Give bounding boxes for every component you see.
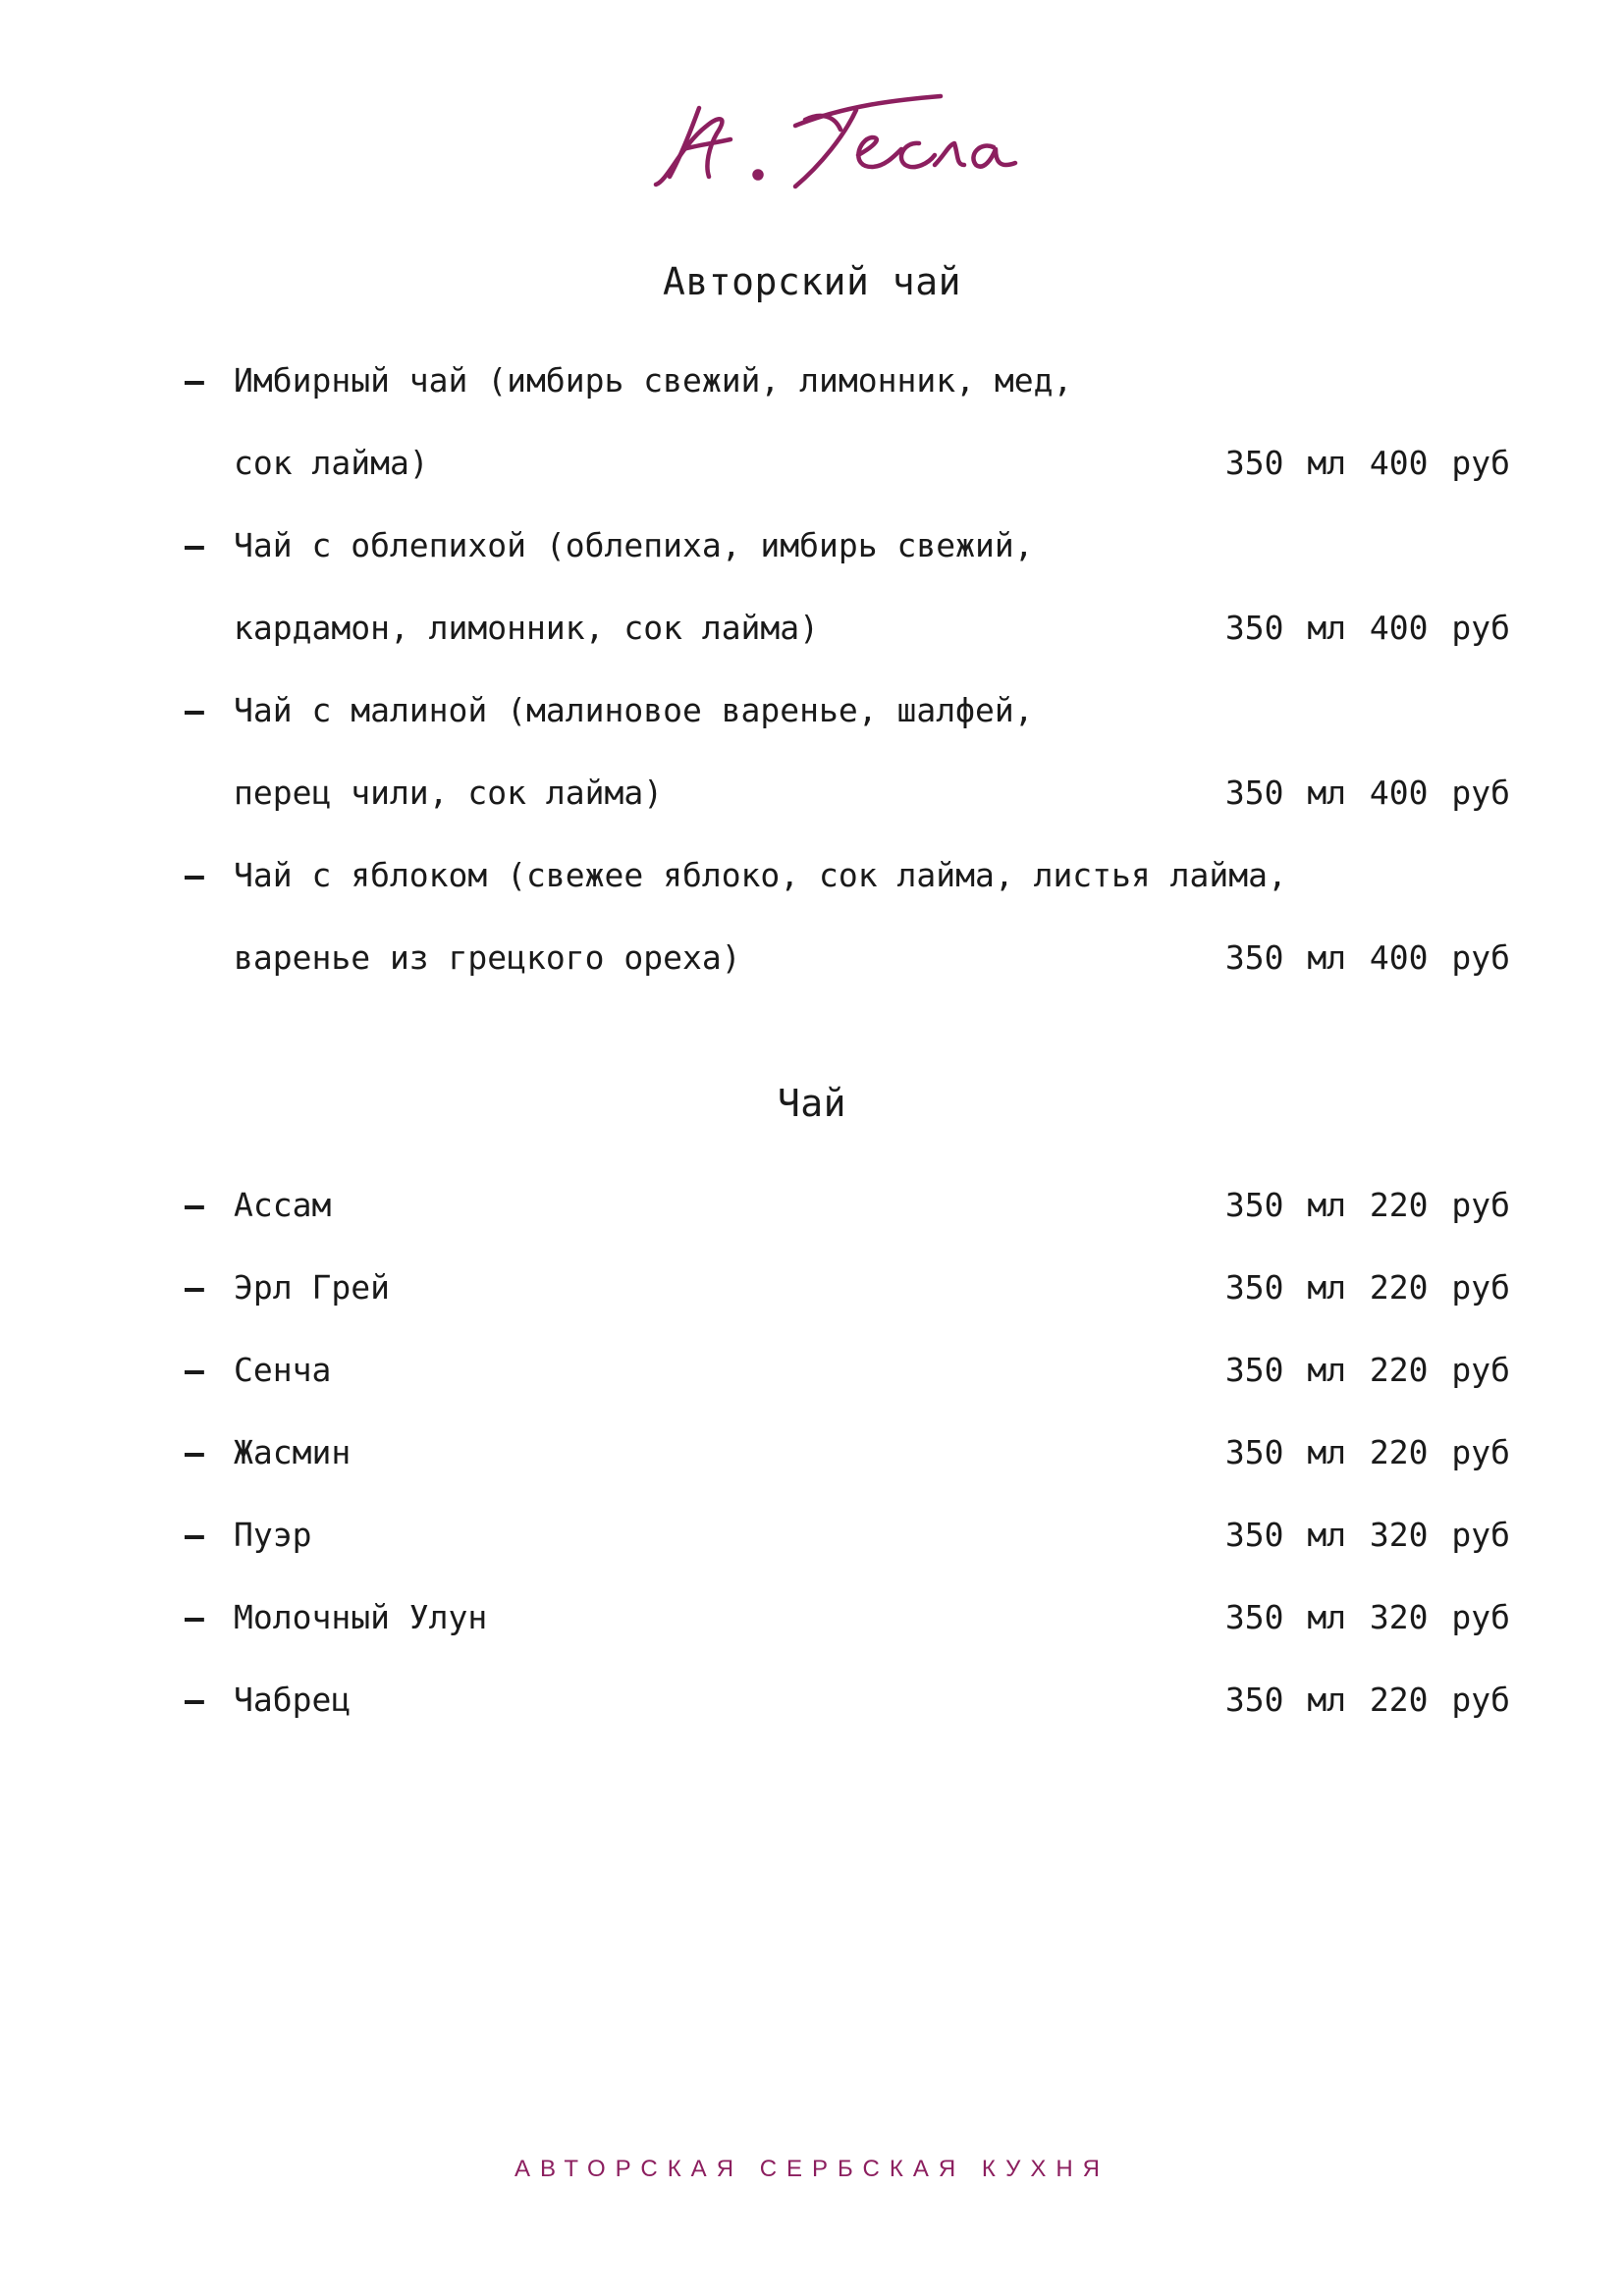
bullet-dash: – bbox=[185, 1268, 204, 1307]
menu-line bbox=[0, 1412, 1624, 1494]
menu-item-price: 350 мл 320 руб bbox=[1224, 1516, 1510, 1554]
menu-item-text: Пуэр bbox=[234, 1516, 312, 1554]
menu-line bbox=[0, 422, 1624, 505]
menu-line bbox=[0, 752, 1624, 834]
menu-line bbox=[0, 1247, 1624, 1329]
menu-line bbox=[0, 669, 1624, 752]
menu-list-author-tea bbox=[0, 340, 1624, 999]
menu-item-text: Чай с облепихой (облепиха, имбирь свежий, bbox=[234, 526, 1034, 564]
menu-item-price: 350 мл 400 руб bbox=[1224, 938, 1510, 977]
menu-list-tea bbox=[0, 1164, 1624, 1741]
menu-item-text: Жасмин bbox=[234, 1433, 352, 1471]
menu-line bbox=[0, 340, 1624, 422]
menu-item-price: 350 мл 400 руб bbox=[1224, 609, 1510, 647]
menu-item-text: Эрл Грей bbox=[234, 1268, 390, 1307]
menu-item-price: 350 мл 400 руб bbox=[1224, 444, 1510, 482]
bullet-dash: – bbox=[185, 361, 204, 400]
menu-item-text: Чай с яблоком (свежее яблоко, сок лайма, листья лайма, bbox=[234, 856, 1287, 894]
menu-line bbox=[0, 1164, 1624, 1247]
menu-item-text: сок лайма) bbox=[234, 444, 429, 482]
section-title-author-tea: Авторский чай bbox=[663, 260, 961, 303]
bullet-dash: – bbox=[185, 1598, 204, 1636]
bullet-dash: – bbox=[185, 1186, 204, 1224]
bullet-dash: – bbox=[185, 1516, 204, 1554]
menu-item-text: Имбирный чай (имбирь свежий, лимонник, мед, bbox=[234, 361, 1073, 400]
footer-tagline: АВТОРСКАЯ СЕРБСКАЯ КУХНЯ bbox=[514, 2156, 1110, 2182]
menu-item-price: 350 мл 320 руб bbox=[1224, 1598, 1510, 1636]
menu-item-price: 350 мл 220 руб bbox=[1224, 1186, 1510, 1224]
menu-item-price: 350 мл 220 руб bbox=[1224, 1681, 1510, 1719]
menu-item-text: Сенча bbox=[234, 1351, 332, 1389]
bullet-dash: – bbox=[185, 1433, 204, 1471]
menu-item-text: варенье из грецкого ореха) bbox=[234, 938, 741, 977]
menu-line bbox=[0, 1659, 1624, 1741]
bullet-dash: – bbox=[185, 1681, 204, 1719]
menu-item-price: 350 мл 220 руб bbox=[1224, 1433, 1510, 1471]
section-title-tea: Чай bbox=[777, 1082, 847, 1125]
menu-item-text: Чай с малиной (малиновое варенье, шалфей, bbox=[234, 691, 1034, 729]
bullet-dash: – bbox=[185, 856, 204, 894]
menu-item-price: 350 мл 400 руб bbox=[1224, 774, 1510, 812]
menu-item-text: Чабрец bbox=[234, 1681, 352, 1719]
menu-line bbox=[0, 1576, 1624, 1659]
menu-item-text: перец чили, сок лайма) bbox=[234, 774, 664, 812]
brand-signature-logo bbox=[648, 86, 1060, 204]
menu-line bbox=[0, 505, 1624, 587]
menu-line bbox=[0, 834, 1624, 917]
menu-line bbox=[0, 917, 1624, 999]
menu-item-text: кардамон, лимонник, сок лайма) bbox=[234, 609, 820, 647]
menu-item-text: Ассам bbox=[234, 1186, 332, 1224]
menu-line bbox=[0, 587, 1624, 669]
menu-item-price: 350 мл 220 руб bbox=[1224, 1268, 1510, 1307]
bullet-dash: – bbox=[185, 1351, 204, 1389]
bullet-dash: – bbox=[185, 526, 204, 564]
menu-item-text: Молочный Улун bbox=[234, 1598, 488, 1636]
menu-line bbox=[0, 1329, 1624, 1412]
menu-item-price: 350 мл 220 руб bbox=[1224, 1351, 1510, 1389]
menu-line bbox=[0, 1494, 1624, 1576]
bullet-dash: – bbox=[185, 691, 204, 729]
